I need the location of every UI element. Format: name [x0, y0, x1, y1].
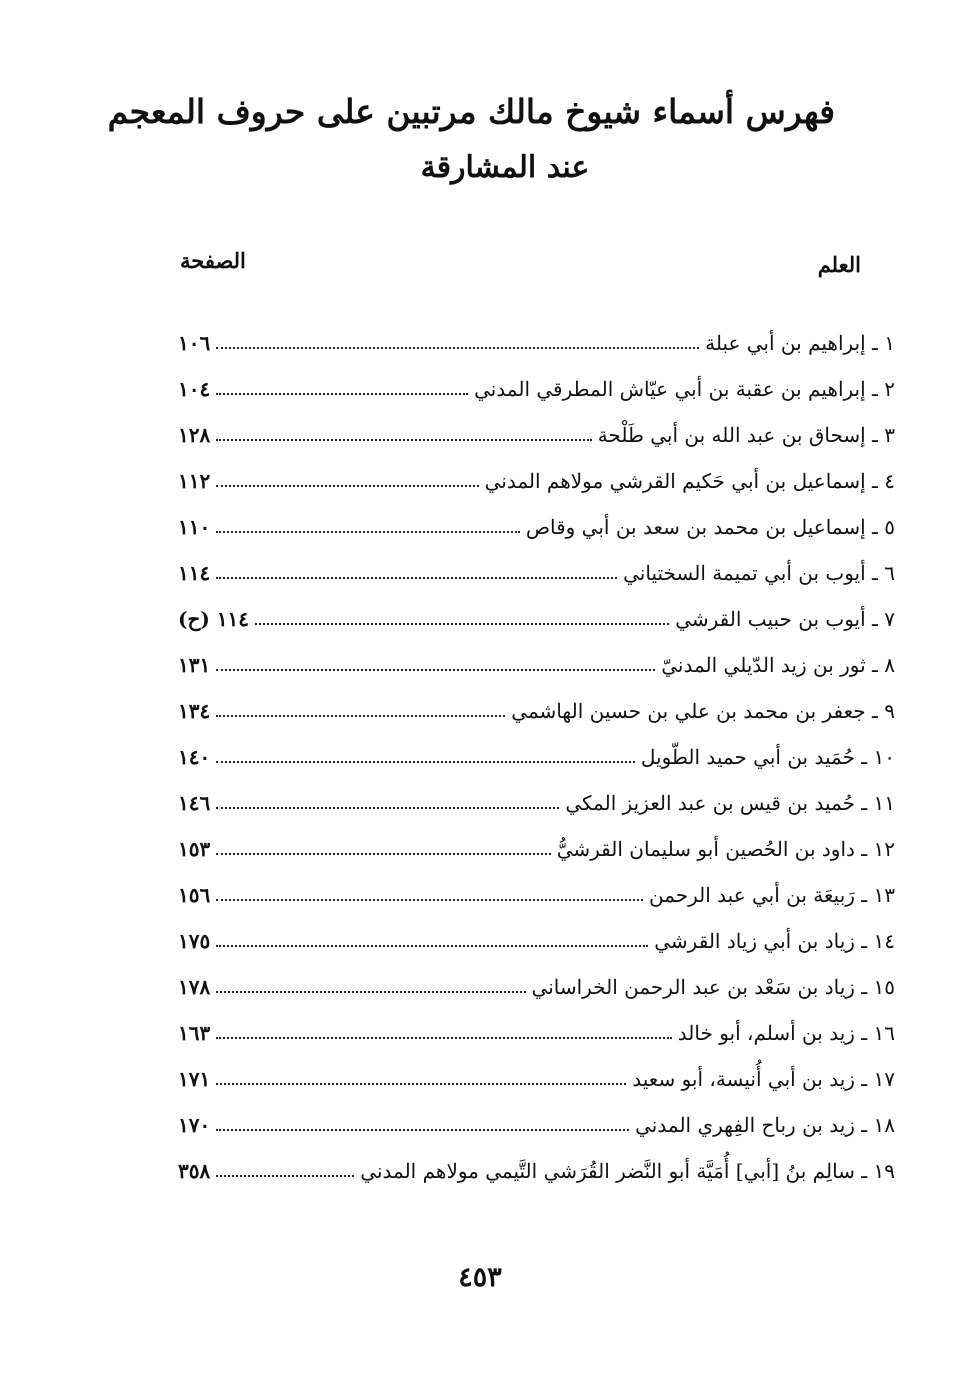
entry-name: ١٨ ـ زيد بن رباح الفِهري المدني	[635, 1113, 895, 1137]
entry-name: ١٠ ـ حُمَيد بن أبي حميد الطّويل	[640, 745, 895, 769]
dot-leader	[216, 1129, 629, 1131]
dot-leader	[216, 991, 525, 993]
dot-leader	[216, 1037, 672, 1039]
entry-page-number: ١٧٥	[178, 929, 211, 953]
index-list	[178, 312, 895, 1186]
entry-page-number: ١٠٦	[178, 331, 211, 355]
entry-name: ٧ ـ أيوب بن حبيب القرشي	[675, 607, 895, 631]
index-entry	[178, 634, 895, 680]
dot-leader	[216, 577, 617, 579]
entry-page-number: ١٣١	[178, 653, 211, 677]
dot-leader	[216, 761, 635, 763]
entry-page-number: ١٧١	[178, 1067, 211, 1091]
page-title: فهرس أسماء شيوخ مالك مرتبين على حروف المعجم	[107, 92, 835, 131]
dot-leader	[216, 1175, 354, 1177]
entry-page-number: ١٢٨	[178, 423, 211, 447]
dot-leader	[216, 347, 699, 349]
dot-leader	[216, 1083, 626, 1085]
entry-page-number: ١٠٤	[178, 377, 211, 401]
column-header-name: العلم	[817, 252, 861, 277]
index-entry	[178, 818, 895, 864]
entry-page-number: ١٣٤	[178, 699, 211, 723]
dot-leader	[216, 439, 591, 441]
index-entry	[178, 772, 895, 818]
entry-name: ١٣ ـ رَبيعَة بن أبي عبد الرحمن	[648, 883, 895, 907]
index-entry	[178, 1140, 895, 1186]
entry-name: ١٥ ـ زياد بن سَعْد بن عبد الرحمن الخراساني	[531, 975, 895, 999]
dot-leader	[216, 669, 655, 671]
index-entry	[178, 496, 895, 542]
entry-name: ٨ ـ ثور بن زيد الدّيلي المدنيّ	[661, 653, 895, 677]
entry-name: ١٦ ـ زيد بن أسلم، أبو خالد	[677, 1021, 895, 1045]
index-entry	[178, 726, 895, 772]
entry-page-number: ١١٠	[178, 515, 211, 539]
index-entry	[178, 1094, 895, 1140]
index-entry	[178, 1048, 895, 1094]
dot-leader	[216, 531, 520, 533]
entry-page-number: ١٧٨	[178, 975, 211, 999]
index-entry	[178, 358, 895, 404]
index-entry	[178, 542, 895, 588]
entry-page-number: ١٤٦	[178, 791, 211, 815]
dot-leader	[216, 715, 505, 717]
entry-page-number: ١١٤ (ح)	[178, 607, 250, 631]
dot-leader	[216, 393, 468, 395]
entry-page-number: ١٧٠	[178, 1113, 211, 1137]
entry-page-number: ١١٤	[178, 561, 211, 585]
entry-name: ١٤ ـ زياد بن أبي زياد القرشي	[654, 929, 895, 953]
column-header-page: الصفحة	[180, 248, 246, 273]
index-entry	[178, 312, 895, 358]
entry-page-number: ١٤٠	[178, 745, 211, 769]
dot-leader	[216, 899, 643, 901]
index-entry	[178, 588, 895, 634]
entry-name: ٢ ـ إبراهيم بن عقبة بن أبي عيّاش المطرقي المدني	[474, 377, 895, 401]
entry-name: ١٧ ـ زيد بن أبي أُنيسة، أبو سعيد	[632, 1067, 895, 1091]
dot-leader	[255, 623, 669, 625]
entry-name: ٥ ـ إسماعيل بن محمد بن سعد بن أبي وقاص	[525, 515, 895, 539]
index-entry	[178, 680, 895, 726]
entry-name: ١ ـ إبراهيم بن أبي عبلة	[705, 331, 895, 355]
index-entry	[178, 910, 895, 956]
dot-leader	[216, 485, 478, 487]
entry-name: ٤ ـ إسماعيل بن أبي حَكيم القرشي مولاهم المدني	[484, 469, 895, 493]
entry-page-number: ١٦٣	[178, 1021, 211, 1045]
entry-name: ٣ ـ إسحاق بن عبد الله بن أبي طَلْحة	[597, 423, 895, 447]
entry-page-number: ١١٢	[178, 469, 211, 493]
dot-leader	[216, 807, 559, 809]
entry-name: ١٢ ـ داود بن الحُصين أبو سليمان القرشيُّ	[556, 837, 895, 861]
entry-name: ٦ ـ أيوب بن أبي تميمة السختياني	[623, 561, 895, 585]
index-entry	[178, 404, 895, 450]
entry-page-number: ١٥٦	[178, 883, 211, 907]
dot-leader	[216, 853, 550, 855]
page-number: ٤٥٣	[458, 1262, 502, 1293]
entry-name: ٩ ـ جعفر بن محمد بن علي بن حسين الهاشمي	[511, 699, 895, 723]
index-entry	[178, 450, 895, 496]
entry-page-number: ٣٥٨	[178, 1159, 211, 1183]
entry-page-number: ١٥٣	[178, 837, 211, 861]
index-entry	[178, 1002, 895, 1048]
index-entry	[178, 864, 895, 910]
dot-leader	[216, 945, 648, 947]
entry-name: ١٩ ـ سالِم بنُ [أبي] أُمَيَّة أبو النَّضر القُرَشي التَّيمي مولاهم المدني	[360, 1159, 895, 1183]
entry-name: ١١ ـ حُميد بن قيس بن عبد العزيز المكي	[565, 791, 895, 815]
index-entry	[178, 956, 895, 1002]
page-subtitle: عند المشارقة	[420, 150, 590, 185]
